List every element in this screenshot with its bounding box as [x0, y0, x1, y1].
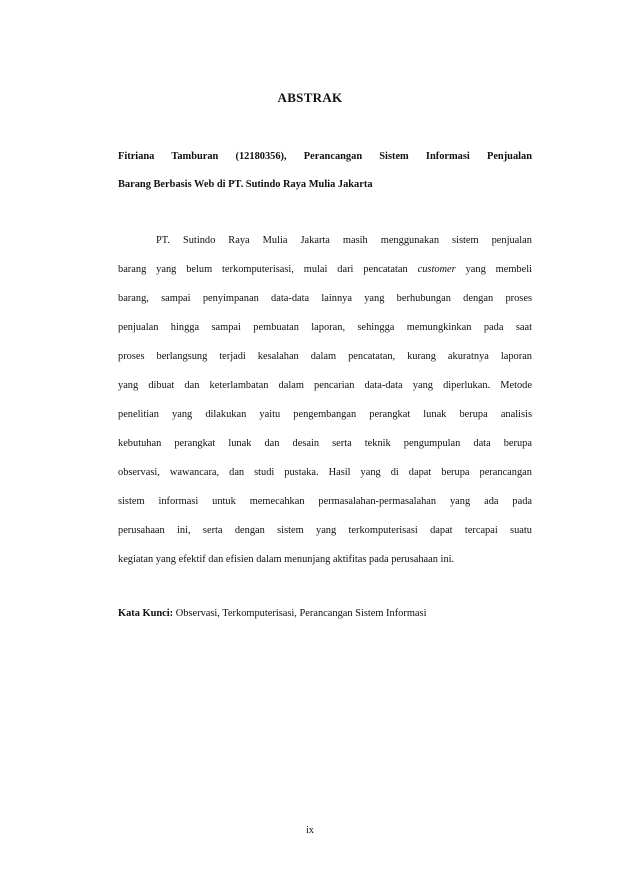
keywords-line — [118, 607, 532, 621]
paragraph-line-6: yang dibuat dan keterlambatan dalam pencarian data-data yang diperlukan. Metode — [118, 380, 532, 391]
italic-term-customer: customer — [417, 264, 456, 275]
paragraph-line-12: kegiatan yang efektif dan efisien dalam menunjang aktifitas pada perusahaan ini. — [118, 554, 455, 565]
keywords-value: Observasi, Terkomputerisasi, Perancangan Sistem Informasi — [175, 608, 427, 619]
paragraph-line-3: barang, sampai penyimpanan data-data lainnya yang berhubungan dengan proses — [118, 293, 532, 304]
paragraph-line-1: PT. Sutindo Raya Mulia Jakarta masih menggunakan sistem penjualan — [156, 235, 532, 246]
page-number: ix — [306, 825, 314, 836]
citation-line-1: Fitriana Tamburan (12180356), Perancangan Sistem Informasi Penjualan — [118, 151, 532, 162]
paragraph-line-10: sistem informasi untuk memecahkan permasalahan-permasalahan yang ada pada — [118, 496, 532, 507]
paragraph-line-4: penjualan hingga sampai pembuatan laporan, sehingga memungkinkan pada saat — [118, 322, 532, 333]
paragraph-line-9: observasi, wawancara, dan studi pustaka. Hasil yang di dapat berupa perancangan — [118, 467, 532, 478]
paragraph-line-8: kebutuhan perangkat lunak dan desain serta teknik pengumpulan data berupa — [118, 438, 532, 449]
paragraph-line-5: proses berlangsung terjadi kesalahan dalam pencatatan, kurang akuratnya laporan — [118, 351, 532, 362]
keywords-label: Kata Kunci: — [118, 608, 174, 619]
paragraph-line-2 — [118, 263, 532, 277]
citation-line-2: Barang Berbasis Web di PT. Sutindo Raya Mulia Jakarta — [118, 179, 373, 190]
abstract-title: ABSTRAK — [277, 90, 343, 105]
paragraph-line-11: perusahaan ini, serta dengan sistem yang terkomputerisasi dapat tercapai suatu — [118, 525, 532, 536]
paragraph-line-7: penelitian yang dilakukan yaitu pengembangan perangkat lunak berupa analisis — [118, 409, 532, 420]
line-2-text-after: yang membeli — [455, 264, 532, 275]
line-2-text-before: barang yang belum terkomputerisasi, mulai dari pencatatan — [118, 264, 418, 275]
